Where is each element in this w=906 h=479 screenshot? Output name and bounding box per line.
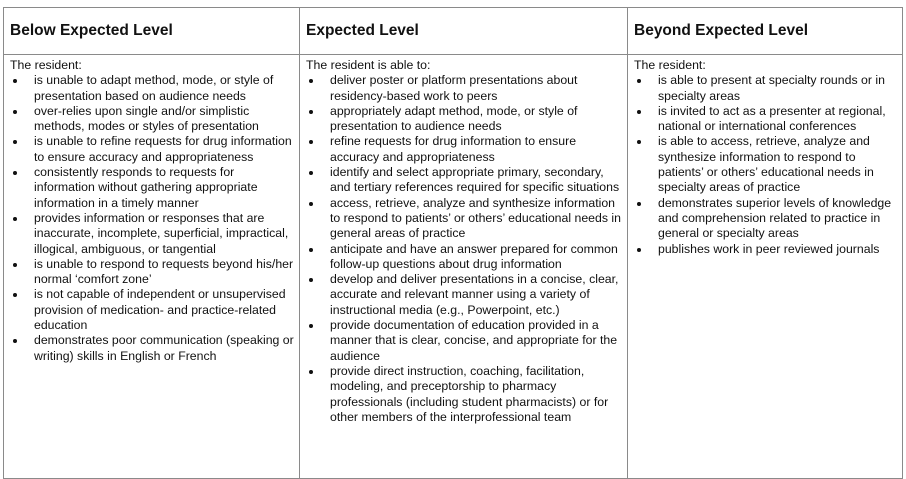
below-expected-intro: The resident: bbox=[10, 58, 82, 72]
list-item: access, retrieve, analyze and synthesize information to respond to patients’ or others’ educational needs in general areas of practice bbox=[306, 196, 627, 242]
list-item: publishes work in peer reviewed journals bbox=[634, 242, 902, 257]
expected-intro: The resident is able to: bbox=[306, 58, 431, 72]
list-item: appropriately adapt method, mode, or style of presentation to audience needs bbox=[306, 104, 627, 135]
column-heading-expected: Expected Level bbox=[300, 8, 628, 55]
list-item: identify and select appropriate primary, secondary, and tertiary references required for specific situations bbox=[306, 165, 627, 196]
list-item: is unable to respond to requests beyond his/her normal ‘comfort zone’ bbox=[10, 257, 299, 288]
list-item: provides information or responses that are inaccurate, incomplete, superficial, impractical, illogical, ambiguous, or tangential bbox=[10, 211, 299, 257]
list-item: is not capable of independent or unsupervised provision of medication- and practice-related education bbox=[10, 287, 299, 333]
below-expected-cell bbox=[4, 55, 300, 479]
beyond-expected-cell bbox=[628, 55, 903, 479]
list-item: over-relies upon single and/or simplistic methods, modes or styles of presentation bbox=[10, 104, 299, 135]
list-item: consistently responds to requests for information without gathering appropriate information in a timely manner bbox=[10, 165, 299, 211]
list-item: demonstrates superior levels of knowledge and comprehension related to practice in general or specialty areas bbox=[634, 196, 902, 242]
beyond-expected-list bbox=[634, 73, 902, 257]
list-item: is unable to adapt method, mode, or style of presentation based on audience needs bbox=[10, 73, 299, 104]
column-heading-below-expected: Below Expected Level bbox=[4, 8, 300, 55]
list-item: is able to present at specialty rounds or in specialty areas bbox=[634, 73, 902, 104]
list-item: is invited to act as a presenter at regional, national or international conferences bbox=[634, 104, 902, 135]
list-item: is unable to refine requests for drug information to ensure accuracy and appropriateness bbox=[10, 134, 299, 165]
list-item: provide direct instruction, coaching, facilitation, modeling, and preceptorship to pharmacy professionals (including student pharmacists) or for other members of the interprofessional team bbox=[306, 364, 627, 425]
performance-level-table bbox=[3, 7, 903, 479]
list-item: refine requests for drug information to ensure accuracy and appropriateness bbox=[306, 134, 627, 165]
list-item: provide documentation of education provided in a manner that is clear, concise, and appropriate for the audience bbox=[306, 318, 627, 364]
expected-cell bbox=[300, 55, 628, 479]
below-expected-list bbox=[10, 73, 299, 364]
table-header-row bbox=[4, 8, 903, 55]
list-item: anticipate and have an answer prepared for common follow-up questions about drug information bbox=[306, 242, 627, 273]
expected-list bbox=[306, 73, 627, 425]
list-item: is able to access, retrieve, analyze and synthesize information to respond to patients’ or others’ educational needs in specialty areas of practice bbox=[634, 134, 902, 195]
beyond-expected-intro: The resident: bbox=[634, 58, 706, 72]
list-item: deliver poster or platform presentations about residency-based work to peers bbox=[306, 73, 627, 104]
list-item: demonstrates poor communication (speaking or writing) skills in English or French bbox=[10, 333, 299, 364]
column-heading-beyond-expected: Beyond Expected Level bbox=[628, 8, 903, 55]
list-item: develop and deliver presentations in a concise, clear, accurate and relevant manner using a variety of instructional media (e.g., Powerpoint, etc.) bbox=[306, 272, 627, 318]
table-body-row bbox=[4, 55, 903, 479]
